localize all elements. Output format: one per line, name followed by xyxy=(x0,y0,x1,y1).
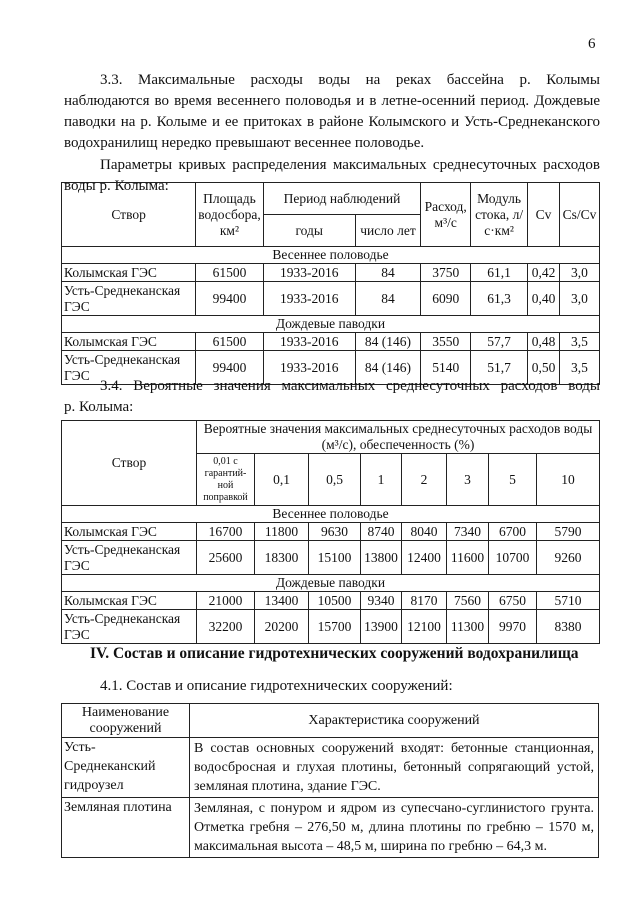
text-line: воды р. Колыма: xyxy=(64,178,169,194)
table-row xyxy=(62,610,600,644)
text-line: наблюдаются во время весеннего половодья и в летне-осенний период. Дождевые xyxy=(64,93,600,109)
table-cell: 61,3 xyxy=(471,282,528,316)
column-header: 2 xyxy=(402,454,447,506)
table-cell: Колымская ГЭС xyxy=(62,523,197,541)
column-header: 3 xyxy=(447,454,489,506)
structure-description: Земляная, с понуром и ядром из супесчано-суглинистого грунта. Отметка гребня – 276,50 м, длина плотины по гребню – 1570 м, максимальная высота – 48,5 м, ширина по гребню – 64,3 м. xyxy=(190,798,599,858)
table-cell: Усть-Среднеканская ГЭС xyxy=(62,282,196,316)
table-cell: 61500 xyxy=(196,264,263,282)
table-cell: 15700 xyxy=(309,610,361,644)
table-cell: Колымская ГЭС xyxy=(62,333,196,351)
table-row xyxy=(62,592,600,610)
text-line: 3.3. Максимальные расходы воды на реках бассейна р. Колымы xyxy=(100,72,600,88)
page-number: 6 xyxy=(588,36,596,52)
section-title: Весеннее половодье xyxy=(62,506,600,523)
structure-description: В состав основных сооружений входят: бетонные станционная, водосбросная и глухая плотины, бетонный сопрягающий устой, земляная плотина, здание ГЭС. xyxy=(190,738,599,798)
table-cell: Усть-Среднеканская ГЭС xyxy=(62,351,196,385)
header-modul: Модуль стока, л/с·км² xyxy=(471,183,528,247)
header-period: Период наблюдений xyxy=(263,183,421,215)
table-cell: 3750 xyxy=(421,264,471,282)
table-cell: 3,5 xyxy=(559,333,599,351)
table-cell: 11300 xyxy=(447,610,489,644)
paragraph-3-4 xyxy=(64,376,600,418)
table-cell: 6750 xyxy=(489,592,537,610)
table-cell: 5140 xyxy=(421,351,471,385)
text-line: р. Колыма: xyxy=(64,399,134,415)
table-row xyxy=(62,738,599,798)
table-cell: 6090 xyxy=(421,282,471,316)
table-cell: 84 xyxy=(355,282,421,316)
table-cell: 84 (146) xyxy=(355,333,421,351)
table-cell: Колымская ГЭС xyxy=(62,264,196,282)
table-cell: 99400 xyxy=(196,282,263,316)
table-cell: 12100 xyxy=(402,610,447,644)
header-characteristics: Характеристика сооружений xyxy=(190,704,599,738)
table-cell: 1933-2016 xyxy=(263,333,355,351)
table-cell: 7560 xyxy=(447,592,489,610)
table-row xyxy=(62,798,599,858)
table-row xyxy=(62,541,600,575)
table-cell: 3,0 xyxy=(559,264,599,282)
table-cell: 11800 xyxy=(255,523,309,541)
table-cell: 25600 xyxy=(197,541,255,575)
table-row xyxy=(62,333,600,351)
table-cell: 0,40 xyxy=(528,282,560,316)
header-group: Вероятные значения максимальных среднесуточных расходов воды (м³/с), обеспеченность (%) xyxy=(197,421,600,454)
table-cell: 13900 xyxy=(361,610,402,644)
table-cell: 1933-2016 xyxy=(263,282,355,316)
table-cell: 57,7 xyxy=(471,333,528,351)
text-line: паводки на р. Колыме и ее притоках в районе Колымского и Усть-Среднеканского xyxy=(64,114,600,130)
table-cell: 0,50 xyxy=(528,351,560,385)
flow-parameters-table xyxy=(61,182,600,385)
table-cell: 8380 xyxy=(537,610,600,644)
table-cell: 84 xyxy=(355,264,421,282)
table-cell: 18300 xyxy=(255,541,309,575)
text-line: водохранилищ нередко превышают весеннее половодье. xyxy=(64,135,425,151)
column-header: 10 xyxy=(537,454,600,506)
column-header: 0,5 xyxy=(309,454,361,506)
table-cell: 8040 xyxy=(402,523,447,541)
column-header: 0,01 с гарантий-ной поправкой xyxy=(197,454,255,506)
table-cell: 0,42 xyxy=(528,264,560,282)
header-stvor: Створ xyxy=(62,421,197,506)
section-row xyxy=(62,575,600,592)
column-header: 1 xyxy=(361,454,402,506)
table-row xyxy=(62,523,600,541)
table-cell: 16700 xyxy=(197,523,255,541)
text-line: 3.4. Вероятные значения максимальных среднесуточных расходов воды xyxy=(100,378,600,394)
table-cell: 6700 xyxy=(489,523,537,541)
table-cell: 99400 xyxy=(196,351,263,385)
column-header: 5 xyxy=(489,454,537,506)
table-cell: 10700 xyxy=(489,541,537,575)
table-row xyxy=(62,282,600,316)
table-cell: 5710 xyxy=(537,592,600,610)
column-header: 0,1 xyxy=(255,454,309,506)
table-cell: 3550 xyxy=(421,333,471,351)
table-cell: 61,1 xyxy=(471,264,528,282)
table-cell: Усть-Среднеканская ГЭС xyxy=(62,541,197,575)
probable-flows-table xyxy=(61,420,600,644)
section-row xyxy=(62,506,600,523)
table-row xyxy=(62,264,600,282)
table-cell: 32200 xyxy=(197,610,255,644)
text-line: Параметры кривых распределения максимальных среднесуточных расходов xyxy=(100,157,600,173)
section-row xyxy=(62,316,600,333)
table-cell: 12400 xyxy=(402,541,447,575)
table-cell: 9630 xyxy=(309,523,361,541)
table-cell: 13400 xyxy=(255,592,309,610)
table-cell: 20200 xyxy=(255,610,309,644)
table-cell: 8740 xyxy=(361,523,402,541)
table-cell: 3,5 xyxy=(559,351,599,385)
section-title: Дождевые паводки xyxy=(62,575,600,592)
table-cell: 7340 xyxy=(447,523,489,541)
header-years: годы xyxy=(263,215,355,247)
table-cell: 9970 xyxy=(489,610,537,644)
section-heading: IV. Состав и описание гидротехнических сооружений водохранилища xyxy=(90,645,579,662)
table-cell: 61500 xyxy=(196,333,263,351)
structure-name: Земляная плотина xyxy=(62,798,190,858)
header-stvor: Створ xyxy=(62,183,196,247)
table-cell: 11600 xyxy=(447,541,489,575)
header-area: Площадь водосбора, км² xyxy=(196,183,263,247)
table-cell: 3,0 xyxy=(559,282,599,316)
structure-name: Усть-Среднеканский гидроузел xyxy=(62,738,190,798)
table-cell: 13800 xyxy=(361,541,402,575)
header-count: число лет xyxy=(355,215,421,247)
table-cell: 1933-2016 xyxy=(263,351,355,385)
header-cscv: Cs/Cv xyxy=(559,183,599,247)
table-cell: 5790 xyxy=(537,523,600,541)
header-cv: Cv xyxy=(528,183,560,247)
table-cell: 21000 xyxy=(197,592,255,610)
table-cell: 84 (146) xyxy=(355,351,421,385)
section-title: Весеннее половодье xyxy=(62,247,600,264)
header-flow: Расход, м³/с xyxy=(421,183,471,247)
header-name: Наименование сооружений xyxy=(62,704,190,738)
table-cell: 1933-2016 xyxy=(263,264,355,282)
section-title: Дождевые паводки xyxy=(62,316,600,333)
section-row xyxy=(62,247,600,264)
table-cell: 10500 xyxy=(309,592,361,610)
paragraph-4-1: 4.1. Состав и описание гидротехнических сооружений: xyxy=(100,678,453,694)
table-cell: 15100 xyxy=(309,541,361,575)
table-cell: 51,7 xyxy=(471,351,528,385)
table-cell: 9340 xyxy=(361,592,402,610)
table-cell: 9260 xyxy=(537,541,600,575)
paragraph-3-3 xyxy=(64,70,600,154)
table-cell: 8170 xyxy=(402,592,447,610)
table-cell: 0,48 xyxy=(528,333,560,351)
table-cell: Колымская ГЭС xyxy=(62,592,197,610)
structures-table xyxy=(61,703,599,858)
table-cell: Усть-Среднеканская ГЭС xyxy=(62,610,197,644)
